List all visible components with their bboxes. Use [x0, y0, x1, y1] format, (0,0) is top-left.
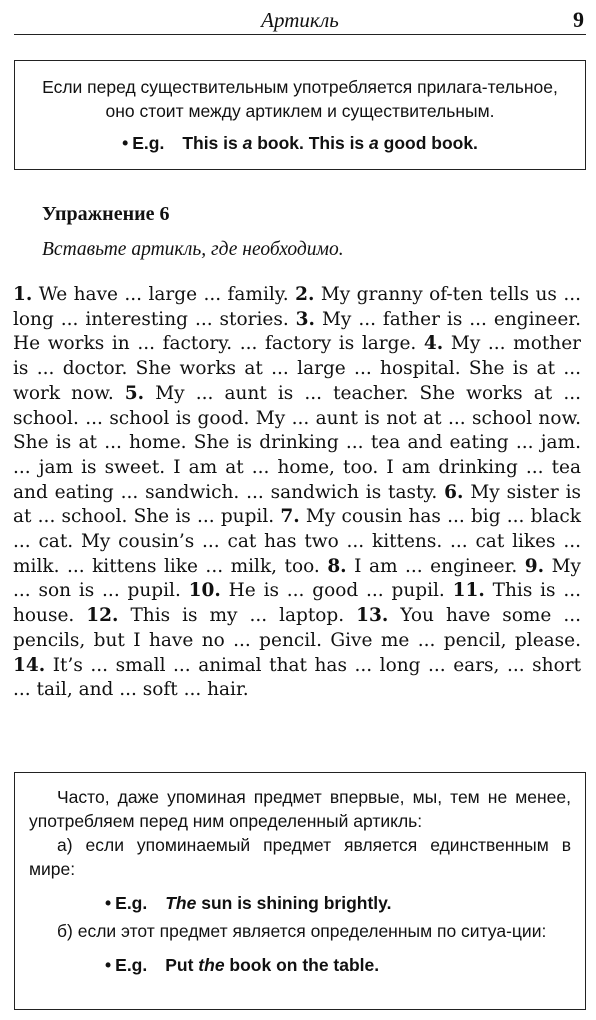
sentence-number: 12. [86, 605, 119, 627]
example-part: This is [182, 133, 243, 153]
bullet-icon: • [122, 133, 129, 153]
sentence-text: You have some ... pencils, but I have no ... pencil. Give me ... pencil, please. [13, 605, 582, 651]
rule-example [31, 131, 569, 155]
sentence-number: 2. [295, 284, 315, 305]
sentence-number: 7. [280, 506, 300, 528]
sentence-text: I am ... engineer. [346, 555, 525, 577]
sentence-number: 11. [452, 580, 485, 602]
rule-case-a: а) если упоминаемый предмет является единственным в мире: [29, 835, 571, 879]
sentence-text: This is ... house. [13, 580, 582, 627]
rule-text: Если перед существительным употребляется прилага-тельное, оно стоит между артиклем и существительным. [42, 77, 558, 121]
sentence-number: 1. [13, 284, 33, 305]
example-article: the [198, 955, 225, 975]
exercise-instruction: Вставьте артикль, где необходимо. [42, 239, 344, 260]
example-article: The [165, 893, 197, 913]
sentence-text: My sister is at ... school. She is ... pupil. [13, 481, 581, 528]
chapter-title: Артикль [261, 8, 339, 32]
example-part: book. This is [252, 133, 370, 153]
sentence-text: It’s ... small ... animal that has ... long ... ears, ... short ... tail, and ... soft ... hair. [13, 654, 581, 701]
sentence-number: 8. [327, 555, 347, 577]
bullet-icon: • [105, 955, 112, 975]
rule-intro: Часто, даже упоминая предмет впервые, мы, тем не менее, употребляем перед ним определенный артикль: [29, 787, 571, 831]
sentence-number: 3. [295, 308, 315, 330]
sentence-text: My granny of-ten tells us ... long ... interesting ... stories. [13, 284, 581, 330]
sentence-text: My ... mother is ... doctor. She works at ... large ... hospital. She is at ... work now. [13, 333, 582, 404]
rule-example-a [105, 891, 571, 915]
rule-box-adjective [14, 60, 586, 170]
sentence-text: My ... son is ... pupil. [13, 555, 581, 602]
sentence-number: 10. [188, 580, 221, 602]
exercise-title: Упражнение 6 [42, 203, 170, 225]
rule-box-definite-article [14, 772, 586, 1010]
sentence-text: My ... father is ... engineer. He works in ... factory. ... factory is large. [13, 308, 582, 355]
example-label: E.g. [115, 955, 148, 975]
sentence-text: He is ... good ... pupil. [220, 580, 453, 602]
page-number: 9 [573, 7, 584, 32]
running-header [14, 4, 586, 35]
sentence-number: 9. [524, 555, 545, 577]
sentence-number: 5. [124, 382, 145, 404]
bullet-icon: • [105, 893, 112, 913]
exercise-text [13, 283, 581, 703]
sentence-text: We have ... large ... family. [32, 284, 296, 305]
rule-example-b [105, 953, 571, 977]
example-article: a [369, 133, 379, 153]
example-part: Put [165, 955, 199, 975]
sentence-number: 14. [13, 654, 46, 676]
exercise-paragraph [13, 283, 581, 703]
example-part: book on the table. [224, 955, 380, 975]
rule-case-b: б) если этот предмет является определенным по ситуа-ции: [57, 921, 547, 941]
sentence-number: 6. [444, 481, 464, 503]
sentence-text: This is my ... laptop. [118, 605, 357, 627]
example-label: E.g. [132, 133, 165, 153]
sentence-text: My cousin has ... big ... black ... cat. My cousin’s ... cat has two ... kittens. ... cat likes ... milk. ... kittens like ... milk, too. [13, 506, 581, 577]
example-part: sun is shining brightly. [196, 893, 392, 913]
sentence-number: 13. [356, 605, 389, 627]
example-part: good book. [378, 133, 478, 153]
example-article: a [242, 133, 253, 153]
example-label: E.g. [115, 893, 148, 913]
sentence-number: 4. [423, 333, 444, 355]
sentence-text: My ... aunt is ... teacher. She works at ... school. ... school is good. My ... aunt is not at ... school now. She is at ... home. She is drinking ... tea and eating ... jam. ... jam is sweet. I am at ... home, too. I am drinking ... tea and eating ... sandwich. ... sandwich is tasty. [13, 382, 581, 503]
